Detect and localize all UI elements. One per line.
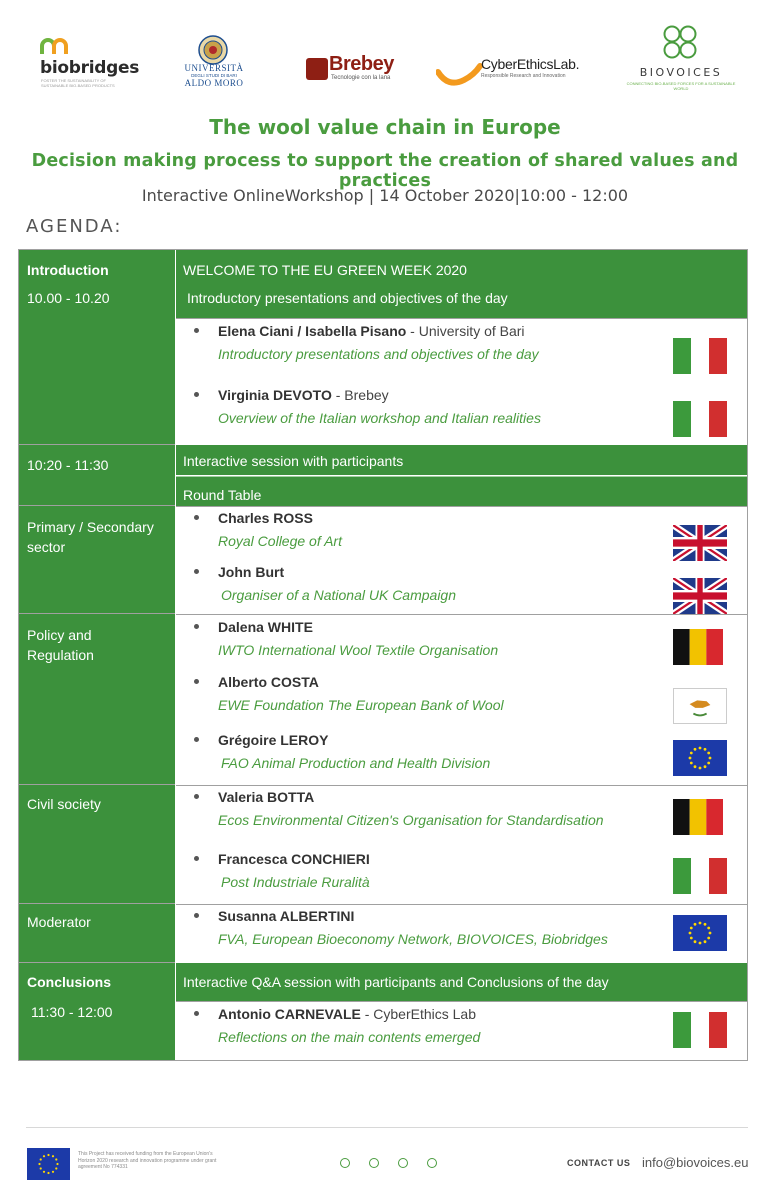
bullet <box>194 913 199 918</box>
uk-flag-icon <box>673 525 727 561</box>
university-seal-icon <box>198 35 228 65</box>
speaker-name: Dalena WHITE <box>218 619 313 635</box>
speaker-affiliation: - Brebey <box>331 387 389 403</box>
university-name: UNIVERSITÀ <box>184 63 244 73</box>
brebey-logo-mark <box>306 58 328 80</box>
speaker-organisation: Royal College of Art <box>218 533 342 549</box>
moderator-speakers <box>176 904 747 963</box>
round-table-title: Round Table <box>183 487 262 503</box>
italy-flag-icon <box>673 401 727 437</box>
bullet <box>194 679 199 684</box>
uk-flag-icon <box>673 578 727 614</box>
divider <box>19 962 175 963</box>
contact-label: CONTACT US <box>567 1158 631 1168</box>
funding-notice: This Project has received funding from the European Union's Horizon 2020 research and innovation programme under grant agreement No 774331 <box>78 1151 217 1170</box>
civil-label: Civil society <box>27 796 101 812</box>
brebey-tagline: Tecnologie con la lana <box>331 75 391 81</box>
twitter-icon[interactable] <box>340 1158 350 1168</box>
divider <box>19 903 175 904</box>
footer-divider <box>26 1127 748 1128</box>
bullet <box>194 794 199 799</box>
speaker-name: Virginia DEVOTO <box>218 387 332 403</box>
eu-flag-icon <box>673 915 727 951</box>
conclusions-header <box>176 963 747 1001</box>
biovoices-tagline: CONNECTING BIO-BASED FORCES FOR A SUSTAINABLE WORLD <box>626 81 736 91</box>
policy-speakers <box>176 614 747 785</box>
page-subtitle: Decision making process to support the creation of shared values and practices <box>31 151 739 191</box>
speaker-affiliation: - University of Bari <box>406 323 525 339</box>
civil-speakers <box>176 785 747 904</box>
biobridges-logo-mark <box>40 38 74 54</box>
speaker-name: Charles ROSS <box>218 510 313 526</box>
divider <box>19 505 175 506</box>
instagram-icon[interactable] <box>427 1158 437 1168</box>
moderator-label: Moderator <box>27 914 91 930</box>
page-title: The wool value chain in Europe <box>209 115 561 139</box>
speaker-name: John Burt <box>218 564 285 580</box>
biovoices-logo-mark <box>662 24 698 60</box>
speaker-organisation: IWTO International Wool Textile Organisation <box>218 642 499 658</box>
bullet <box>194 624 199 629</box>
speaker-affiliation: - CyberEthics Lab <box>360 1006 477 1022</box>
event-info: Interactive OnlineWorkshop | 14 October 2020|10:00 - 12:00 <box>141 186 629 205</box>
agenda-table <box>18 249 748 1061</box>
policy-label: Policy and Regulation <box>27 627 94 663</box>
cyprus-flag-icon <box>673 688 727 724</box>
conclusions-label: Conclusions <box>27 974 112 990</box>
italy-flag-icon <box>673 1012 727 1048</box>
session-header <box>176 445 747 475</box>
welcome-text: WELCOME TO THE EU GREEN WEEK 2020 <box>183 262 467 278</box>
intro-description: Introductory presentations and objectives of the day <box>187 290 508 306</box>
conclusions-speakers <box>176 1001 747 1060</box>
speaker-name: Alberto COSTA <box>218 674 319 690</box>
belgium-flag-icon <box>673 629 723 665</box>
speaker-name: Valeria BOTTA <box>218 789 315 805</box>
session-time: 10:20 - 11:30 <box>27 457 109 473</box>
divider <box>19 444 175 445</box>
bullet <box>194 328 199 333</box>
bullet <box>194 856 199 861</box>
speaker-topic: Introductory presentations and objectives of the day <box>218 346 539 362</box>
intro-label: Introduction <box>27 262 109 278</box>
bullet <box>194 737 199 742</box>
speaker-organisation: FAO Animal Production and Health Division <box>221 755 491 771</box>
brebey-logo: Brebey <box>329 53 394 75</box>
divider <box>19 784 175 785</box>
intro-header <box>176 250 747 318</box>
belgium-flag-icon <box>673 799 723 835</box>
conclusions-time: 11:30 - 12:00 <box>31 1004 113 1020</box>
session-title: Interactive session with participants <box>183 453 404 469</box>
speaker-topic: Overview of the Italian workshop and Italian realities <box>218 410 541 426</box>
speaker-name: Francesca CONCHIERI <box>218 851 370 867</box>
speaker-organisation: Ecos Environmental Citizen's Organisation for Standardisation <box>218 812 604 828</box>
bullet <box>194 1011 199 1016</box>
intro-time: 10.00 - 10.20 <box>27 290 110 306</box>
bullet <box>194 515 199 520</box>
eu-flag-icon <box>673 740 727 776</box>
speaker-name: Grégoire LEROY <box>218 732 329 748</box>
primary-label: Primary / Secondary sector <box>27 519 154 555</box>
eu-flag-icon <box>27 1148 70 1180</box>
linkedin-icon[interactable] <box>398 1158 408 1168</box>
primary-speakers <box>176 506 747 614</box>
speaker-organisation: EWE Foundation The European Bank of Wool <box>218 697 504 713</box>
biovoices-logo: BIOVOICES <box>639 66 723 79</box>
contact-email-link[interactable]: info@biovoices.eu <box>642 1155 749 1170</box>
intro-speakers <box>176 318 747 445</box>
round-table-header <box>176 476 747 506</box>
italy-flag-icon <box>673 338 727 374</box>
bullet <box>194 392 199 397</box>
speaker-name: Elena Ciani / Isabella Pisano <box>218 323 407 339</box>
facebook-icon[interactable] <box>369 1158 379 1168</box>
agenda-heading: AGENDA: <box>26 216 123 237</box>
speaker-name: Susanna ALBERTINI <box>218 908 355 924</box>
cyberethics-logo: CyberEthicsLab. <box>481 56 580 72</box>
speaker-organisation: Organiser of a National UK Campaign <box>221 587 457 603</box>
bullet <box>194 569 199 574</box>
speaker-topic: Reflections on the main contents emerged <box>218 1029 481 1045</box>
university-subname: DEGLI STUDI DI BARI <box>191 73 237 78</box>
conclusions-title: Interactive Q&A session with participants and Conclusions of the day <box>183 974 609 990</box>
italy-flag-icon <box>673 858 727 894</box>
university-location: ALDO MORO <box>184 78 244 88</box>
divider <box>19 613 175 614</box>
speaker-organisation: Post Industriale Ruralità <box>221 874 370 890</box>
speaker-organisation: FVA, European Bioeconomy Network, BIOVOICES, Biobridges <box>218 931 608 947</box>
biobridges-logo: biobridges <box>40 58 140 78</box>
biobridges-tagline: FOSTER THE SUSTAINABILITY OF SUSTAINABLE BIO-BASED PRODUCTS <box>41 78 115 88</box>
cyberethics-logo-mark <box>436 60 484 88</box>
cyberethics-tagline: Responsible Research and Innovation <box>481 73 566 79</box>
speaker-name: Antonio CARNEVALE <box>218 1006 361 1022</box>
